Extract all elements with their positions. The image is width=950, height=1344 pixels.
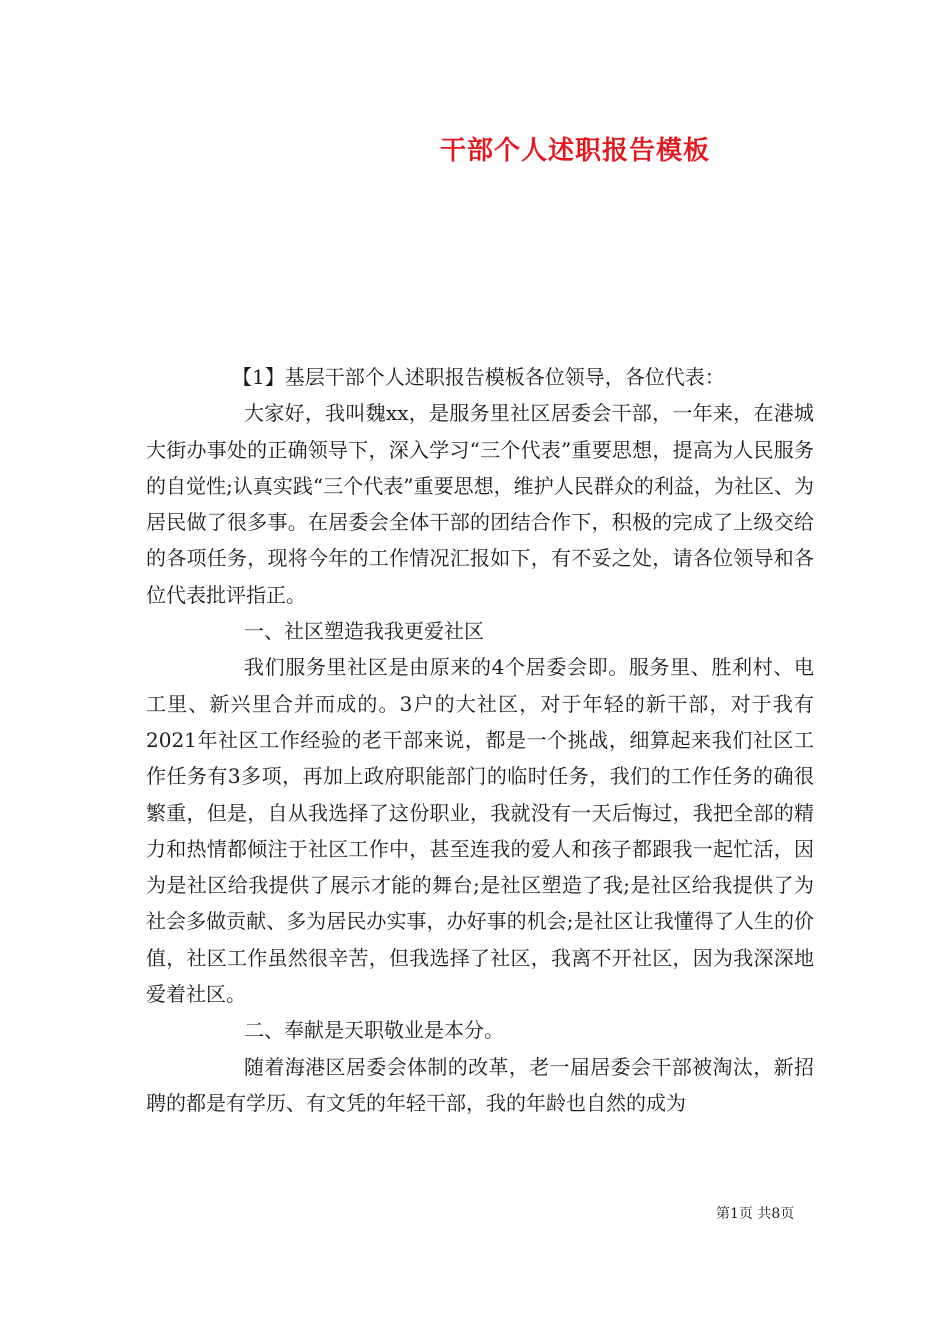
- body-paragraph: 我们服务里社区是由原来的4个居委会即。服务里、胜利村、电工里、新兴里合并而成的。3户的大社区，对于年轻的新干部，对于我有2021年社区工作经验的老干部来说，都是一个挑战，细算起来我们社区工作任务有3多项，再加上政府职能部门的临时任务，我们的工作任务的确很繁重，但是，自从我选择了这份职业，我就没有一天后悔过，我把全部的精力和热情都倾注于社区工作中，甚至连我的爱人和孩子都跟我一起忙活，因为是社区给我提供了展示才能的舞台;是社区塑造了我;是社区给我提供了为社会多做贡献、多为居民办实事，办好事的机会;是社区让我懂得了人生的价值，社区工作虽然很辛苦，但我选择了社区，我离不开社区，因为我深深地爱着社区。: [146, 655, 814, 1007]
- page-title: 干部个人述职报告模板: [439, 136, 710, 166]
- page-number: 第1页 共8页: [716, 1206, 795, 1222]
- section-heading-2: 二、奉献是天职敬业是本分。: [244, 1018, 504, 1043]
- section-heading-1: 一、社区塑造我我更爱社区: [244, 619, 484, 644]
- document-body: [146, 359, 814, 1121]
- body-paragraph: 随着海港区居委会体制的改革，老一届居委会干部被淘汰，新招聘的都是有学历、有文凭的年轻干部，我的年龄也自然的成为: [146, 1054, 814, 1115]
- intro-paragraph: 【1】基层干部个人述职报告模板各位领导，各位代表：: [232, 365, 725, 389]
- body-paragraph: 大家好，我叫魏xx，是服务里社区居委会干部，一年来，在港城大街办事处的正确领导下，深入学习“三个代表”重要思想，提高为人民服务的自觉性;认真实践“三个代表”重要思想，维护人民群众的利益，为社区、为居民做了很多事。在居委会全体干部的团结合作下，积极的完成了上级交给的各项任务，现将今年的工作情况汇报如下，有不妥之处，请各位领导和各位代表批评指正。: [146, 401, 814, 607]
